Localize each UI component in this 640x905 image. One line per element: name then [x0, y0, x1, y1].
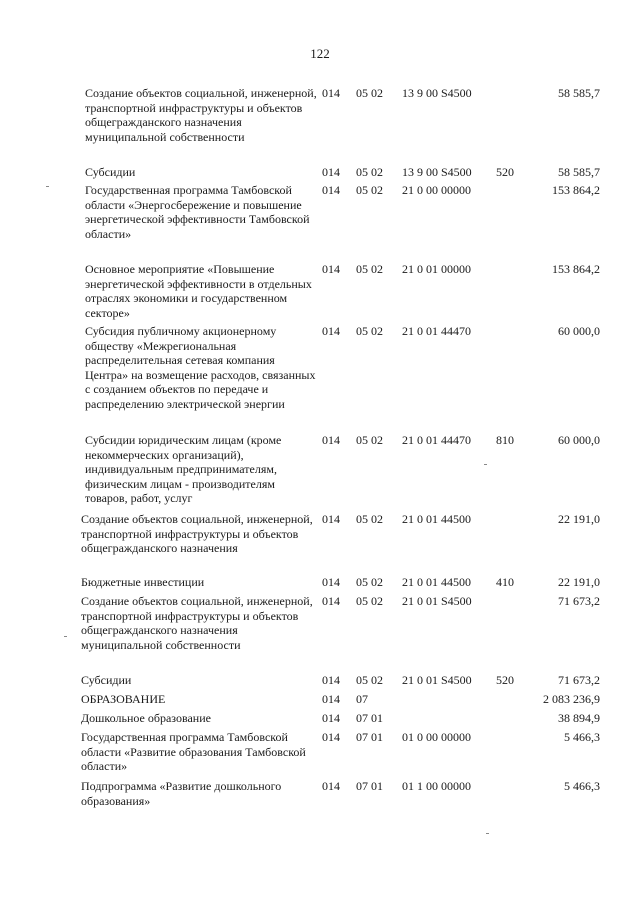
row-sum: 58 585,7 [558, 165, 600, 179]
row-csr: 21 0 01 44500 [402, 512, 471, 526]
row-sum: 5 466,3 [564, 730, 600, 744]
row-name: Субсидии юридическим лицам (кроме некоммерческих организаций), индивидуальным предпринимателям, физическим лицам - производителям товаров, работ, услуг [85, 433, 282, 505]
scan-speck [484, 464, 487, 465]
row-vr: 520 [496, 673, 514, 687]
row-csr: 13 9 00 S4500 [402, 86, 472, 100]
row-ved: 014 [322, 512, 340, 526]
row-ved: 014 [322, 433, 340, 447]
row-csr: 21 0 01 44470 [402, 433, 471, 447]
row-csr: 01 1 00 00000 [402, 779, 471, 793]
row-rz: 05 02 [356, 86, 383, 100]
row-name: Подпрограмма «Развитие дошкольного образования» [81, 779, 282, 808]
row-sum: 5 466,3 [564, 779, 600, 793]
row-name: Субсидии [85, 165, 136, 179]
row-csr: 21 0 01 S4500 [402, 594, 472, 608]
row-rz: 05 02 [356, 575, 383, 589]
row-name: Бюджетные инвестиции [81, 575, 205, 589]
row-ved: 014 [322, 324, 340, 338]
row-ved: 014 [322, 594, 340, 608]
row-sum: 2 083 236,9 [543, 692, 600, 706]
row-csr: 21 0 01 44500 [402, 575, 471, 589]
row-name: Государственная программа Тамбовской области «Энергосбережение и повышение энергетической эффективности Тамбовской области» [85, 183, 310, 241]
scan-speck [486, 833, 489, 834]
scan-speck [64, 636, 67, 637]
row-sum: 71 673,2 [558, 673, 600, 687]
row-name: Основное мероприятие «Повышение энергетической эффективности в отдельных отраслях экономики и государственном секторе» [85, 262, 312, 320]
row-ved: 014 [322, 165, 340, 179]
row-rz: 05 02 [356, 673, 383, 687]
row-vr: 410 [496, 575, 514, 589]
row-ved: 014 [322, 575, 340, 589]
row-rz: 05 02 [356, 512, 383, 526]
row-vr: 520 [496, 165, 514, 179]
row-csr: 21 0 01 00000 [402, 262, 471, 276]
row-name: ОБРАЗОВАНИЕ [81, 692, 166, 706]
row-ved: 014 [322, 86, 340, 100]
row-csr: 13 9 00 S4500 [402, 165, 472, 179]
row-ved: 014 [322, 730, 340, 744]
row-rz: 07 [356, 692, 368, 706]
row-name: Создание объектов социальной, инженерной, транспортной инфраструктуры и объектов общегражданского назначения [81, 512, 313, 555]
row-rz: 07 01 [356, 779, 383, 793]
row-csr: 21 0 00 00000 [402, 183, 471, 197]
row-csr: 21 0 01 44470 [402, 324, 471, 338]
row-name: Субсидия публичному акционерному обществу «Межрегиональная распределительная сетевая компания Центра» на возмещение расходов, связанных с созданием объектов по передаче и распределению электрической энергии [85, 324, 316, 411]
row-csr: 21 0 01 S4500 [402, 673, 472, 687]
row-sum: 153 864,2 [552, 262, 600, 276]
row-ved: 014 [322, 262, 340, 276]
row-rz: 05 02 [356, 183, 383, 197]
row-rz: 05 02 [356, 433, 383, 447]
row-sum: 60 000,0 [558, 324, 600, 338]
row-name: Создание объектов социальной, инженерной, транспортной инфраструктуры и объектов общегражданского назначения муниципальной собственности [81, 594, 313, 652]
row-ved: 014 [322, 711, 340, 725]
row-vr: 810 [496, 433, 514, 447]
row-sum: 71 673,2 [558, 594, 600, 608]
page-number: 122 [310, 46, 330, 61]
row-rz: 07 01 [356, 730, 383, 744]
row-ved: 014 [322, 183, 340, 197]
row-rz: 07 01 [356, 711, 383, 725]
row-name: Дошкольное образование [81, 711, 211, 725]
row-sum: 22 191,0 [558, 512, 600, 526]
row-ved: 014 [322, 692, 340, 706]
row-sum: 60 000,0 [558, 433, 600, 447]
row-rz: 05 02 [356, 324, 383, 338]
row-sum: 22 191,0 [558, 575, 600, 589]
row-sum: 38 894,9 [558, 711, 600, 725]
row-rz: 05 02 [356, 262, 383, 276]
row-csr: 01 0 00 00000 [402, 730, 471, 744]
row-name: Создание объектов социальной, инженерной, транспортной инфраструктуры и объектов общегражданского назначения муниципальной собственности [85, 86, 317, 144]
row-sum: 153 864,2 [552, 183, 600, 197]
row-ved: 014 [322, 673, 340, 687]
row-name: Государственная программа Тамбовской области «Развитие образования Тамбовской области» [81, 730, 306, 773]
row-ved: 014 [322, 779, 340, 793]
scan-speck [46, 186, 49, 187]
row-sum: 58 585,7 [558, 86, 600, 100]
row-rz: 05 02 [356, 594, 383, 608]
row-name: Субсидии [81, 673, 132, 687]
row-rz: 05 02 [356, 165, 383, 179]
